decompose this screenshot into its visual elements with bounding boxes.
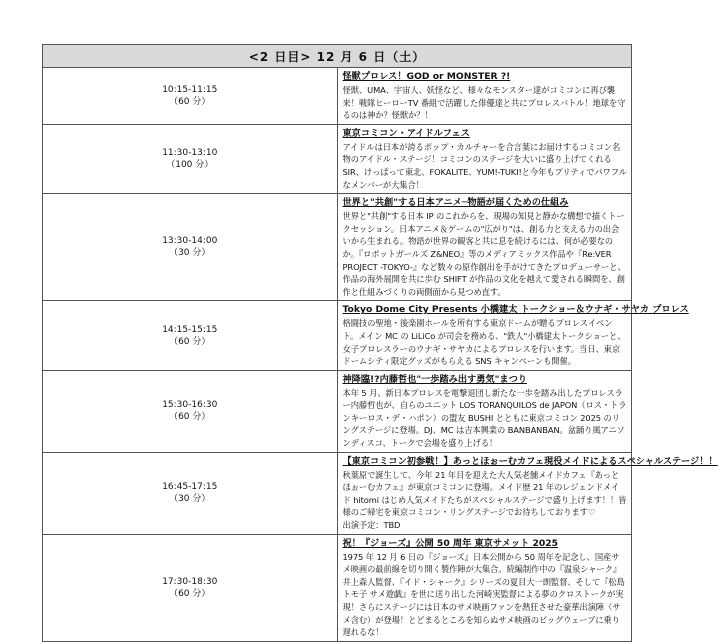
event-row (43, 301, 632, 370)
event-duration: （60 分） (169, 412, 211, 423)
day-header: <2 日目> 12 月 6 日（土） (43, 45, 632, 68)
event-time-cell (43, 68, 338, 125)
event-info-cell (337, 452, 718, 534)
event-row (43, 194, 632, 301)
event-time: 16:45-17:15 (162, 482, 218, 493)
event-time: 13:30-14:00 (162, 236, 218, 247)
event-duration: （30 分） (169, 494, 211, 505)
event-title: 世界と"共創"する日本アニメ─物語が届くための仕組み (342, 197, 569, 209)
event-title: Tokyo Dome City Presents 小橋建太 トークショー＆ウナギ・サヤカ プロレス (342, 304, 689, 316)
event-title: 【東京コミコン初参戦！】あっとほぉーむカフェ現役メイドによるスペシャルステージ！！ (342, 455, 718, 467)
event-row (43, 534, 632, 641)
event-description: 1975 年 12 月 6 日の『ジョーズ』日本公開から 50 周年を記念し、国産サメ映画の最前線を切り開く製作陣が大集合。続編制作中の『温泉シャーク』井上森人監督、『イド・シャーク』シリーズの夏目大一朗監督、そして『松島トモ子 サメ遊戯』を世に送り出した河崎実監督による夢のクロストークが実現！さらにステージには日本のサメ映画ファンを熱狂させた豪華出演陣（サメ含む）が登場！とどまるところを知らぬサメ映画のビッグウェーブに乗り遅れるな！ (342, 551, 625, 638)
event-note: 出演予定：TBD (342, 520, 401, 531)
event-description: 怪獣、UMA、宇宙人、妖怪など、様々なモンスター達がコミコンに再び襲来！戦隊ヒーローTV 番組で活躍した俳優達と共にプロレスバトル！地球を守るのは神か？怪獣か？！ (342, 85, 626, 121)
event-info-cell (337, 194, 632, 301)
event-info-cell (337, 534, 632, 641)
event-time-cell (43, 534, 338, 641)
event-title: 神降臨!?内藤哲也"一歩踏み出す勇気"まつり (342, 373, 527, 385)
event-description: アイドルは日本が誇るポップ・カルチャーを合言葉にお届けするコミコン名物のアイドル・ステージ！コミコンのステージを大いに盛り上げてくれる SIR、けっぱって東北、FOKALITE、YUM!-TUKI!と今年もプリティでパワフルなメンバーが大集合！ (342, 141, 627, 190)
event-time-cell (43, 301, 338, 370)
event-time: 14:15-15:15 (162, 324, 218, 335)
event-duration: （30 分） (169, 248, 211, 259)
event-duration: （60 分） (169, 336, 211, 347)
event-duration: （60 分） (169, 96, 211, 107)
schedule-header-row (43, 45, 632, 68)
event-time-cell (43, 194, 338, 301)
event-title: 怪獣プロレス！GOD or MONSTER ?! (342, 71, 511, 82)
event-description: 秋葉原で誕生して、今年 21 年目を迎えた大人気老舗メイドカフェ『あっとほぉーむカフェ』が東京コミコンに登場。メイド歴 21 年のレジェンドメイド hitomi はじめ人気メイドたちがスペシャルステージで盛り上げます！！皆様のご帰宅を東京コミコン・リングステージでお待ちしております♡ (342, 469, 627, 518)
event-time: 10:15-11:15 (162, 84, 218, 95)
event-duration: （100 分） (166, 159, 214, 170)
event-description: 本年 5 月、新日本プロレスを電撃退団し新たな一歩を踏み出したプロレスラー内藤哲也が、自らのユニット LOS TORANQUILOS de JAPON（ロス・トランキーロス・デ・ハポン）の盟友 BUSHI とともに東京コミコン 2025 のリングステージに登場。DJ、MC は吉本興業の BANBANBAN。盆踊り風アニソンディスコ、トークで会場を盛り上げる！ (342, 387, 627, 449)
event-title: 祝！『ジョーズ』公開 50 周年 東京サメット 2025 (342, 537, 559, 549)
event-info-cell (337, 370, 632, 452)
schedule-table (42, 44, 718, 642)
event-time: 15:30-16:30 (162, 400, 218, 411)
event-description: 格闘技の聖地・後楽園ホールを所有する東京ドームが贈るプロレスイベント。メイン MC の LiLiCo が司会を務める、"鉄人"小橋建太トークショーと、女子プロレスラーのウナギ・サヤカによるプロレスを行います。当日、東京ドームシティ限定グッズがもらえる SNS キャンペーンも開催。 (342, 318, 626, 367)
event-duration: （60 分） (169, 588, 211, 599)
event-row (43, 452, 632, 534)
event-info-cell (337, 301, 689, 370)
event-row (43, 124, 632, 193)
event-time: 11:30-13:10 (162, 147, 218, 158)
event-time-cell (43, 370, 338, 452)
event-time-cell (43, 452, 338, 534)
event-row (43, 370, 632, 452)
event-description: 世界と"共創"する日本 IP のこれからを、現場の知見と静かな構想で描くトークセッション。日本アニメ＆ゲームの"広がり"は、創る力と支える力の出会いから生まれる。物語が世界の観客と共に息を続けるには、何が必要なのか。『ロボットガールズ Z&NEO』等のメディアミックス作品や『Re:VER PROJECT -TOKYO-』など数々の原作創出を手がけてきたプロデューサーと、作品の海外展開を共に歩む SHIFT が作品の文化を越えて愛される瞬間を、創作と仕組みづくりの両側面から見つめ直す。 (342, 211, 626, 297)
event-title: 東京コミコン・アイドルフェス (342, 127, 470, 139)
event-info-cell (337, 124, 632, 193)
event-time: 17:30-18:30 (162, 576, 218, 587)
event-time-cell (43, 124, 338, 193)
event-row (43, 68, 632, 125)
event-info-cell (337, 68, 632, 125)
